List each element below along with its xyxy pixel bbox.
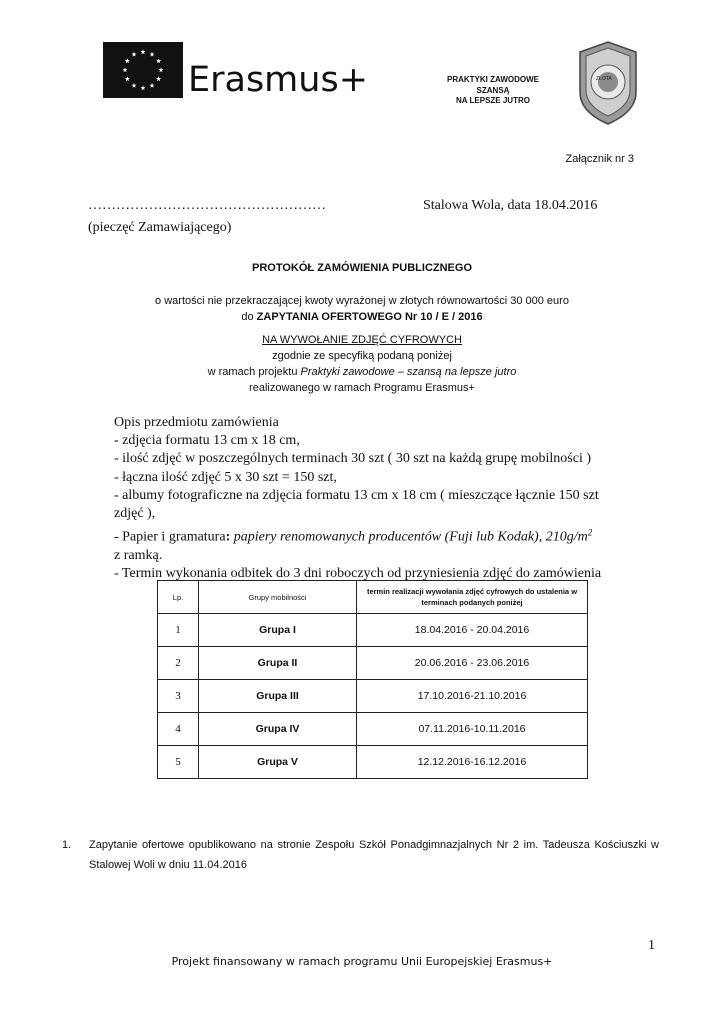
- stamp-label: (pieczęć Zamawiającego): [88, 220, 232, 235]
- logo-text: ZŁOTA: [596, 76, 612, 82]
- paper-sup: 2: [587, 527, 593, 538]
- table-row: [158, 647, 588, 680]
- column-header-group: Grupy mobilności: [199, 581, 357, 614]
- program-line: realizowanego w ramach Programu Erasmus+: [249, 382, 475, 394]
- spec-line: zgodnie ze specyfiką podaną poniżej: [272, 350, 452, 362]
- star-icon: [132, 52, 137, 57]
- project-name-line: NA LEPSZE JUTRO: [456, 96, 530, 105]
- cell-lp: 4: [158, 713, 199, 746]
- note-text: Zapytanie ofertowe opublikowano na stronie Zespołu Szkół Ponadgimnazjalnych Nr 2 im. Tadeusza Kościuszki w Stalowej Woli w dniu 11.04.2016: [89, 839, 659, 871]
- cell-lp: 3: [158, 680, 199, 713]
- cell-dates: 07.11.2016-10.11.2016: [357, 713, 588, 746]
- description-deadline: - Termin wykonania odbitek do 3 dni roboczych od przyniesienia zdjęć do zamówienia: [114, 566, 602, 582]
- column-header-dates: termin realizacji wywołania zdjęć cyfrowych do ustalenia w terminach podanych poniżej: [357, 581, 588, 614]
- value-line: o wartości nie przekraczającej kwoty wyrażonej w złotych równowartości 30 000 euro: [155, 295, 569, 307]
- inquiry-prefix: do: [241, 311, 257, 323]
- annex-label: Załącznik nr 3: [565, 153, 634, 165]
- star-icon: [150, 52, 155, 57]
- cell-dates: 20.06.2016 - 23.06.2016: [357, 647, 588, 680]
- table-row: [158, 713, 588, 746]
- project-line: [0, 366, 724, 378]
- star-icon: [156, 76, 161, 81]
- table-row: [158, 746, 588, 779]
- star-icon: [159, 67, 164, 72]
- description-paper: [114, 523, 634, 547]
- cell-group: Grupa I: [199, 614, 357, 647]
- cell-group: Grupa IV: [199, 713, 357, 746]
- cell-group: Grupa III: [199, 680, 357, 713]
- description-heading: Opis przedmiotu zamówienia: [114, 415, 279, 430]
- table-row: [158, 614, 588, 647]
- star-icon: [141, 85, 146, 90]
- description-item: - zdjęcia formatu 13 cm x 18 cm,: [114, 433, 300, 449]
- eu-flag-logo: [103, 42, 183, 98]
- description-item: zdjęć ),: [114, 506, 156, 522]
- cell-dates: 18.04.2016 - 20.04.2016: [357, 614, 588, 647]
- page-number: 1: [648, 938, 655, 953]
- schedule-table: [157, 580, 588, 779]
- column-header-lp: Lp.: [158, 581, 199, 614]
- project-prefix: w ramach projektu: [207, 366, 301, 378]
- star-icon: [123, 67, 128, 72]
- description-item: - albumy fotograficzne na zdjęcia formatu 13 cm x 18 cm ( mieszczące łącznie 150 szt: [114, 487, 599, 503]
- cell-lp: 2: [158, 647, 199, 680]
- stamp-placeholder-dots: ……………………………………………: [88, 198, 326, 213]
- star-icon: [132, 83, 137, 88]
- cell-group: Grupa V: [199, 746, 357, 779]
- star-icon: [141, 49, 146, 54]
- shield-icon: [576, 40, 640, 126]
- erasmus-brand: Erasmus+: [188, 60, 369, 100]
- cell-lp: 1: [158, 614, 199, 647]
- document-title: PROTOKÓŁ ZAMÓWIENIA PUBLICZNEGO: [252, 262, 472, 274]
- project-name-line: SZANSĄ: [476, 85, 510, 95]
- footer-text: Projekt finansowany w ramach programu Unii Europejskiej Erasmus+: [171, 955, 553, 968]
- inquiry-line: [0, 311, 724, 323]
- table-row: [158, 680, 588, 713]
- eu-stars-icon: [103, 42, 183, 98]
- description-item: - łączna ilość zdjęć 5 x 30 szt = 150 szt,: [114, 469, 337, 485]
- project-name: [418, 75, 568, 107]
- description-frame: z ramką.: [114, 548, 163, 564]
- description-item: - ilość zdjęć w poszczególnych terminach 30 szt ( 30 szt na każdą grupę mobilności ): [114, 451, 592, 467]
- star-icon: [156, 58, 161, 63]
- cell-dates: 17.10.2016-21.10.2016: [357, 680, 588, 713]
- subject-text: NA WYWOŁANIE ZDJĘĆ CYFROWYCH: [262, 334, 462, 346]
- paper-colon: :: [225, 529, 231, 545]
- place-date: Stalowa Wola, data 18.04.2016: [423, 198, 598, 213]
- order-description: [114, 414, 634, 583]
- subject-line: [0, 334, 724, 346]
- paper-spec: papiery renomowanych producentów (Fuji lub Kodak), 210g/m: [230, 529, 588, 545]
- star-icon: [125, 58, 130, 63]
- project-name-line: PRAKTYKI ZAWODOWE: [447, 75, 539, 84]
- table-header-row: [158, 581, 588, 614]
- cell-lp: 5: [158, 746, 199, 779]
- project-title: Praktyki zawodowe – szansą na lepsze jutro: [300, 366, 517, 378]
- cell-dates: 12.12.2016-16.12.2016: [357, 746, 588, 779]
- note-number: 1.: [62, 839, 72, 851]
- school-crest-logo: [576, 40, 640, 126]
- star-icon: [125, 76, 130, 81]
- star-icon: [150, 83, 155, 88]
- paper-prefix: - Papier i gramatura: [114, 529, 226, 545]
- cell-group: Grupa II: [199, 647, 357, 680]
- inquiry-number: ZAPYTANIA OFERTOWEGO Nr 10 / E / 2016: [256, 311, 483, 323]
